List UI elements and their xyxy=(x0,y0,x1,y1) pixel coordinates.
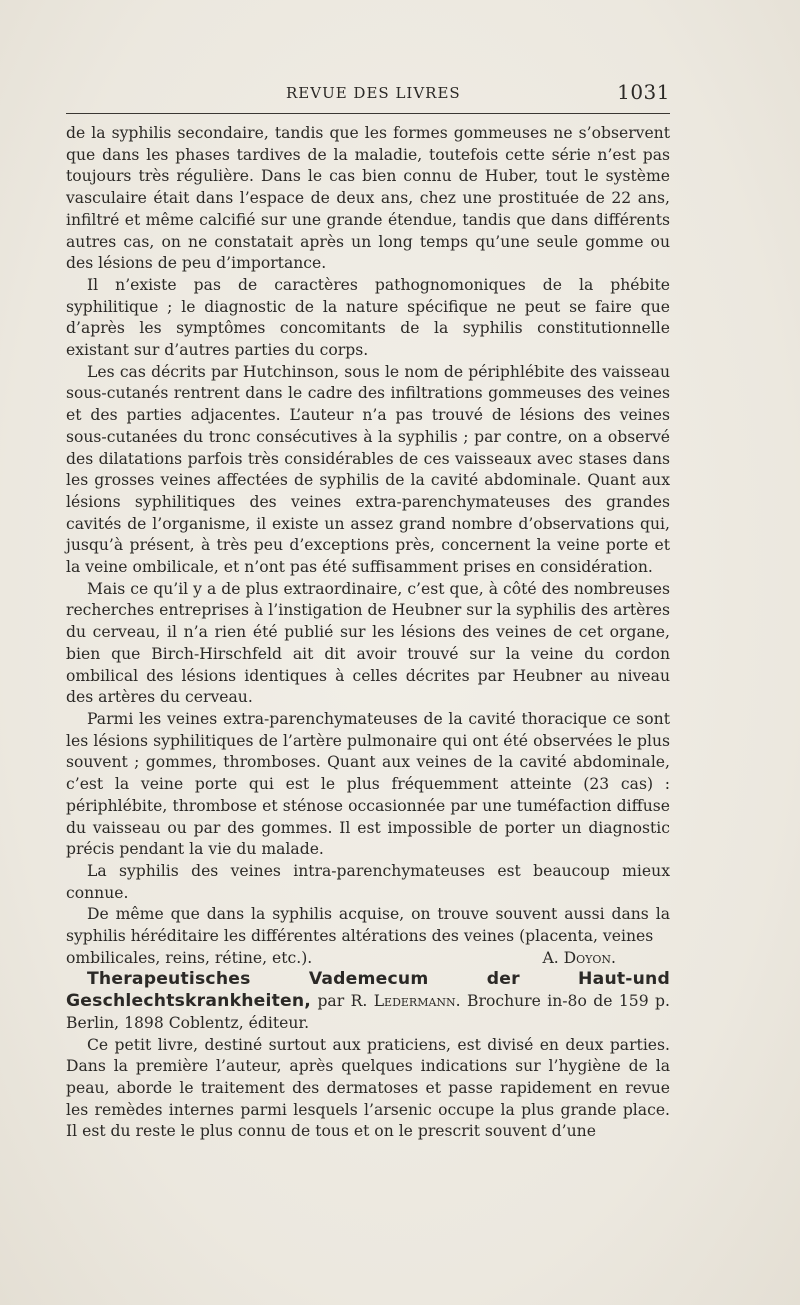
book-author: Ledermann. xyxy=(373,992,461,1011)
reviewer-signature: A. Doyon. xyxy=(542,948,616,967)
header-rule xyxy=(66,113,670,114)
paragraph: de la syphilis secondaire, tandis que les formes gommeuses ne s’observent que dans les phases tardives de la maladie, toutefois cette série n’est pas toujours très régulière. Dans le cas bien connu de Huber, tout le système vasculaire était dans l’espace de deux ans, chez une prostituée de 22 ans, infiltré et même calcifié sur une grande étendue, tandis que dans différents autres cas, on ne constatait après un long temps qu’une seule gomme ou des lésions de peu d’importance. xyxy=(66,124,670,273)
page-header xyxy=(66,80,670,108)
paragraph: Parmi les veines extra-parenchymateuses de la cavité thoracique ce sont les lésions syphilitiques de l’artère pulmonaire qui ont été observées le plus souvent ; gommes, thromboses. Quant aux veines de la cavité abdominale, c’est la veine porte qui est le plus fréquemment atteinte (23 cas) : périphlébite, thrombose et sténose occasionnée par une tuméfaction diffuse du vaisseau ou par des gommes. Il est impossible de porter un diagnostic précis pendant la vie du malade. xyxy=(66,709,670,859)
paragraph: Mais ce qu’il y a de plus extraordinaire, c’est que, à côté des nombreuses recherches entreprises à l’instigation de Heubner sur la syphilis des artères du cerveau, il n’a rien été publié sur les lésions des veines de cet organe, bien que Birch-Hirschfeld ait dit avoir trouvé sur la veine du cordon ombilical des lésions identiques à celles décrites par Heubner au niveau des artères du cerveau. xyxy=(66,579,670,707)
paragraph: De même que dans la syphilis acquise, on trouve souvent aussi dans la syphilis héréditaire les différentes altérations des veines (placenta, veines xyxy=(66,905,670,946)
page-number: 1031 xyxy=(617,80,670,104)
body-text xyxy=(66,123,670,1143)
book-by: par R. xyxy=(317,992,368,1011)
paragraph: Il n’existe pas de caractères pathognomoniques de la phébite syphilitique ; le diagnostic de la nature spécifique ne peut se faire que d’après les symptômes concomitants de la syphilis constitutionnelle existant sur d’autres parties du corps. xyxy=(66,275,670,360)
paragraph: Les cas décrits par Hutchinson, sous le nom de périphlébite des vaisseau sous-cutanés rentrent dans le cadre des infiltrations gommeuses des veines et des parties adjacentes. L’auteur n’a pas trouvé de lésions des veines sous-cutanées du tronc consécutives à la syphilis ; par contre, on a observé des dilatations parfois très considérables de ces vaisseaux avec stases dans les grosses veines affectées de syphilis de la cavité abdominale. Quant aux lésions syphilitiques des veines extra-parenchymateuses des grandes cavités de l’organisme, il existe un assez grand nombre d’observations qui, jusqu’à présent, à très peu d’exceptions près, concernent la veine porte et la veine ombilicale, et n’ont pas été suffisamment prises en considération. xyxy=(66,362,670,577)
book-title: Therapeutisches Vademecum der Haut-und Geschlechtskrankheiten, xyxy=(66,969,670,1012)
running-title: REVUE DES LIVRES xyxy=(286,84,461,102)
paragraph-end: ombilicales, reins, rétine, etc.). xyxy=(66,948,313,967)
paragraph: La syphilis des veines intra-parenchymateuses est beaucoup mieux connue. xyxy=(66,861,670,902)
signature-line xyxy=(66,948,670,970)
book-details: Brochure in-8o de 159 p. Berlin, 1898 Coblentz, éditeur. xyxy=(66,992,670,1032)
paragraph: Ce petit livre, destiné surtout aux praticiens, est divisé en deux parties. Dans la première l’auteur, après quelques indications sur l’hygiène de la peau, aborde le traitement des dermatoses et passe rapidement en revue les remèdes internes parmi lesquels l’arsenic occupe la plus grande place. Il est du reste le plus connu de tous et on le prescrit souvent d’une xyxy=(66,1035,670,1141)
book-entry xyxy=(66,969,670,1034)
